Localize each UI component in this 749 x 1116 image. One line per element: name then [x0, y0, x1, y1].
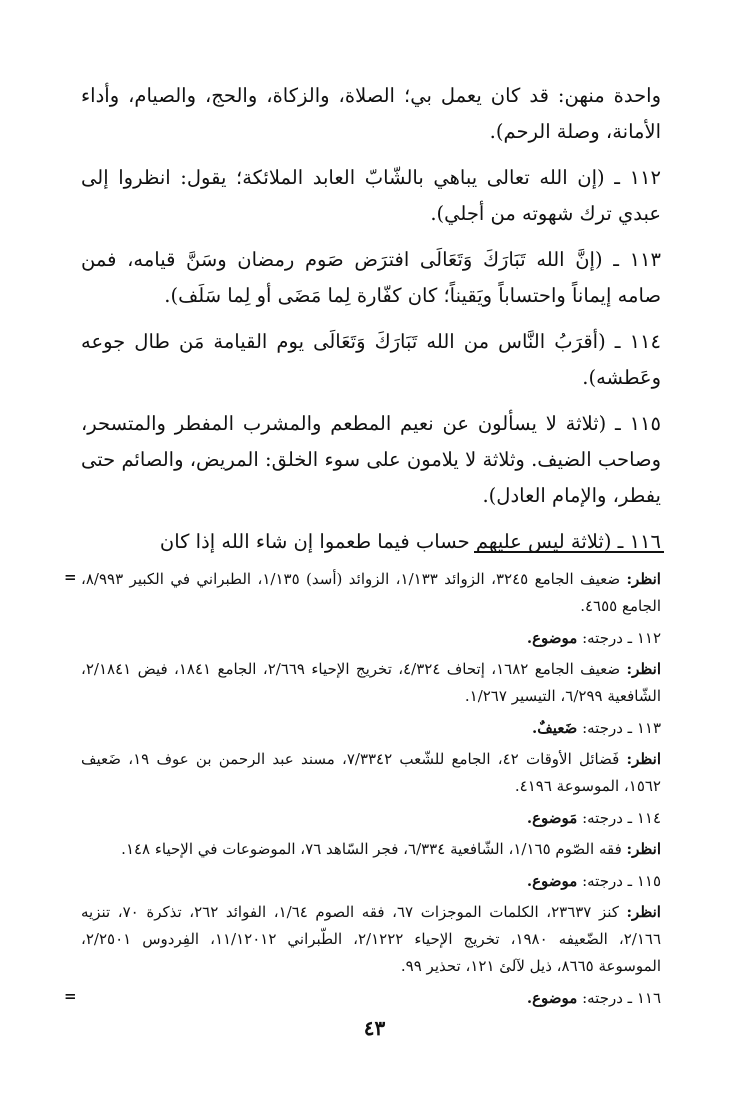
- footnote-115: [81, 899, 661, 980]
- footnote-label: انظر:: [626, 570, 661, 588]
- grade-115: [81, 868, 661, 895]
- grade-prefix: ١١٦ ـ درجته:: [582, 989, 661, 1007]
- grade-value: مَوضوع.: [526, 809, 578, 827]
- footnote-text: ضعيف الجامع ١٦٨٢، إتحاف ٤/٣٢٤، تخريج الإحياء ٢/٦٦٩، الجامع ١٨٤١، فيض ٢/١٨٤١، الشّافعية ٦/٢٩٩، التيسير ١/٢٦٧.: [81, 660, 661, 705]
- footnote-label: انظر:: [626, 903, 661, 921]
- grade-112: [81, 625, 661, 652]
- main-text: [81, 78, 661, 570]
- footnote-114: [81, 836, 661, 863]
- hadith-112: ١١٢ ـ (إن الله تعالى يباهي بالشّابّ العابد الملائكة؛ يقول: انظروا إلى عبدي ترك شهوته من أجلي).: [81, 166, 661, 225]
- hadith-113: ١١٣ ـ (إنَّ الله تَبَارَكَ وَتَعَالَى افترَض صَوم رمضان وسَنَّ قيامه، فمن صامه إيماناً واحتساباً ويَقيناً؛ كان كفّارة لِما مَضَى أو لِما سَلَف).: [81, 248, 661, 307]
- grade-113: [81, 715, 661, 742]
- footnote-label: انظر:: [626, 660, 662, 678]
- grade-116: [81, 985, 661, 1012]
- grade-prefix: ١١٥ ـ درجته:: [582, 872, 661, 890]
- grade-value: موضوع.: [526, 629, 578, 647]
- page-number: ٤٣: [363, 1016, 386, 1040]
- grade-value: موضوع.: [526, 872, 578, 890]
- grade-prefix: ١١٣ ـ درجته:: [582, 719, 661, 737]
- footnote-continues-mark: =: [64, 987, 77, 1005]
- grade-prefix: ١١٤ ـ درجته:: [582, 809, 661, 827]
- footnote-text: ضعيف الجامع ٣٢٤٥، الزوائد ١/١٣٣، الزوائد (أسد) ١/١٣٥، الطبراني في الكبير ٨/٩٩٣، الجامع ٤٦٥٥.: [81, 570, 661, 615]
- footnote-112: [81, 656, 661, 710]
- paragraph-continuation: واحدة منهن: قد كان يعمل بي؛ الصلاة، والزكاة، والحج، والصيام، وأداء الأمانة، وصلة الرحم).: [81, 84, 661, 143]
- hadith-115: ١١٥ ـ (ثلاثة لا يسألون عن نعيم المطعم والمشرب المفطر والمتسحر، وصاحب الضيف. وثلاثة لا يلامون على سوء الخلق: المريض، والصائم حتى يفطر، والإمام العادل).: [81, 412, 661, 507]
- footnote-text: فَضائل الأوقات ٤٢، الجامع للشّعب ٧/٣٣٤٢، مسند عبد الرحمن بن عوف ١٩، ضَعيف ١٥٦٢، الموسوعة ٤١٩٦.: [81, 750, 661, 795]
- footnote-continued-from-mark: =: [64, 568, 77, 586]
- footnote-top: [81, 566, 661, 620]
- grade-value: ضَعيفٌ.: [532, 719, 578, 737]
- footnote-separator: [474, 551, 664, 553]
- grade-114: [81, 805, 661, 832]
- footnote-label: انظر:: [626, 750, 661, 768]
- hadith-114: ١١٤ ـ (أقرَبُ النَّاس من الله تَبَارَكَ وَتَعَالَى يوم القيامة مَن طال جوعه وعَطشه).: [81, 330, 661, 389]
- footnote-text: فقه الصّوم ١/١٦٥، الشّافعية ٦/٣٣٤، فجر السّاهد ٧٦، الموضوعات في الإحياء ١٤٨.: [121, 840, 622, 858]
- footnote-text: كنز ٢٣٦٣٧، الكلمات الموجزات ٦٧، فقه الصوم ١/٦٤، الفوائد ٢٦٢، تذكرة ٧٠، تنزيه ٢/١٦٦، الضّعيفه ١٩٨٠، تخريج الإحياء ٢/١٢٢٢، الطّبراني ١١/١٢٠١٢، الفِردوس ٢/٢٥٠١، الموسوعة ٨٦٦٥، ذيل لآلئ ١٢١، تحذير ٩٩.: [81, 903, 662, 975]
- footnote-113: [81, 746, 661, 800]
- hadith-116: ١١٦ ـ (ثلاثة ليس عليهم حساب فيما طعموا إن شاء الله إذا كان: [159, 530, 661, 553]
- grade-prefix: ١١٢ ـ درجته:: [582, 629, 661, 647]
- footnote-label: انظر:: [626, 840, 661, 858]
- footnotes: [81, 566, 661, 1016]
- grade-value: موضوع.: [526, 989, 578, 1007]
